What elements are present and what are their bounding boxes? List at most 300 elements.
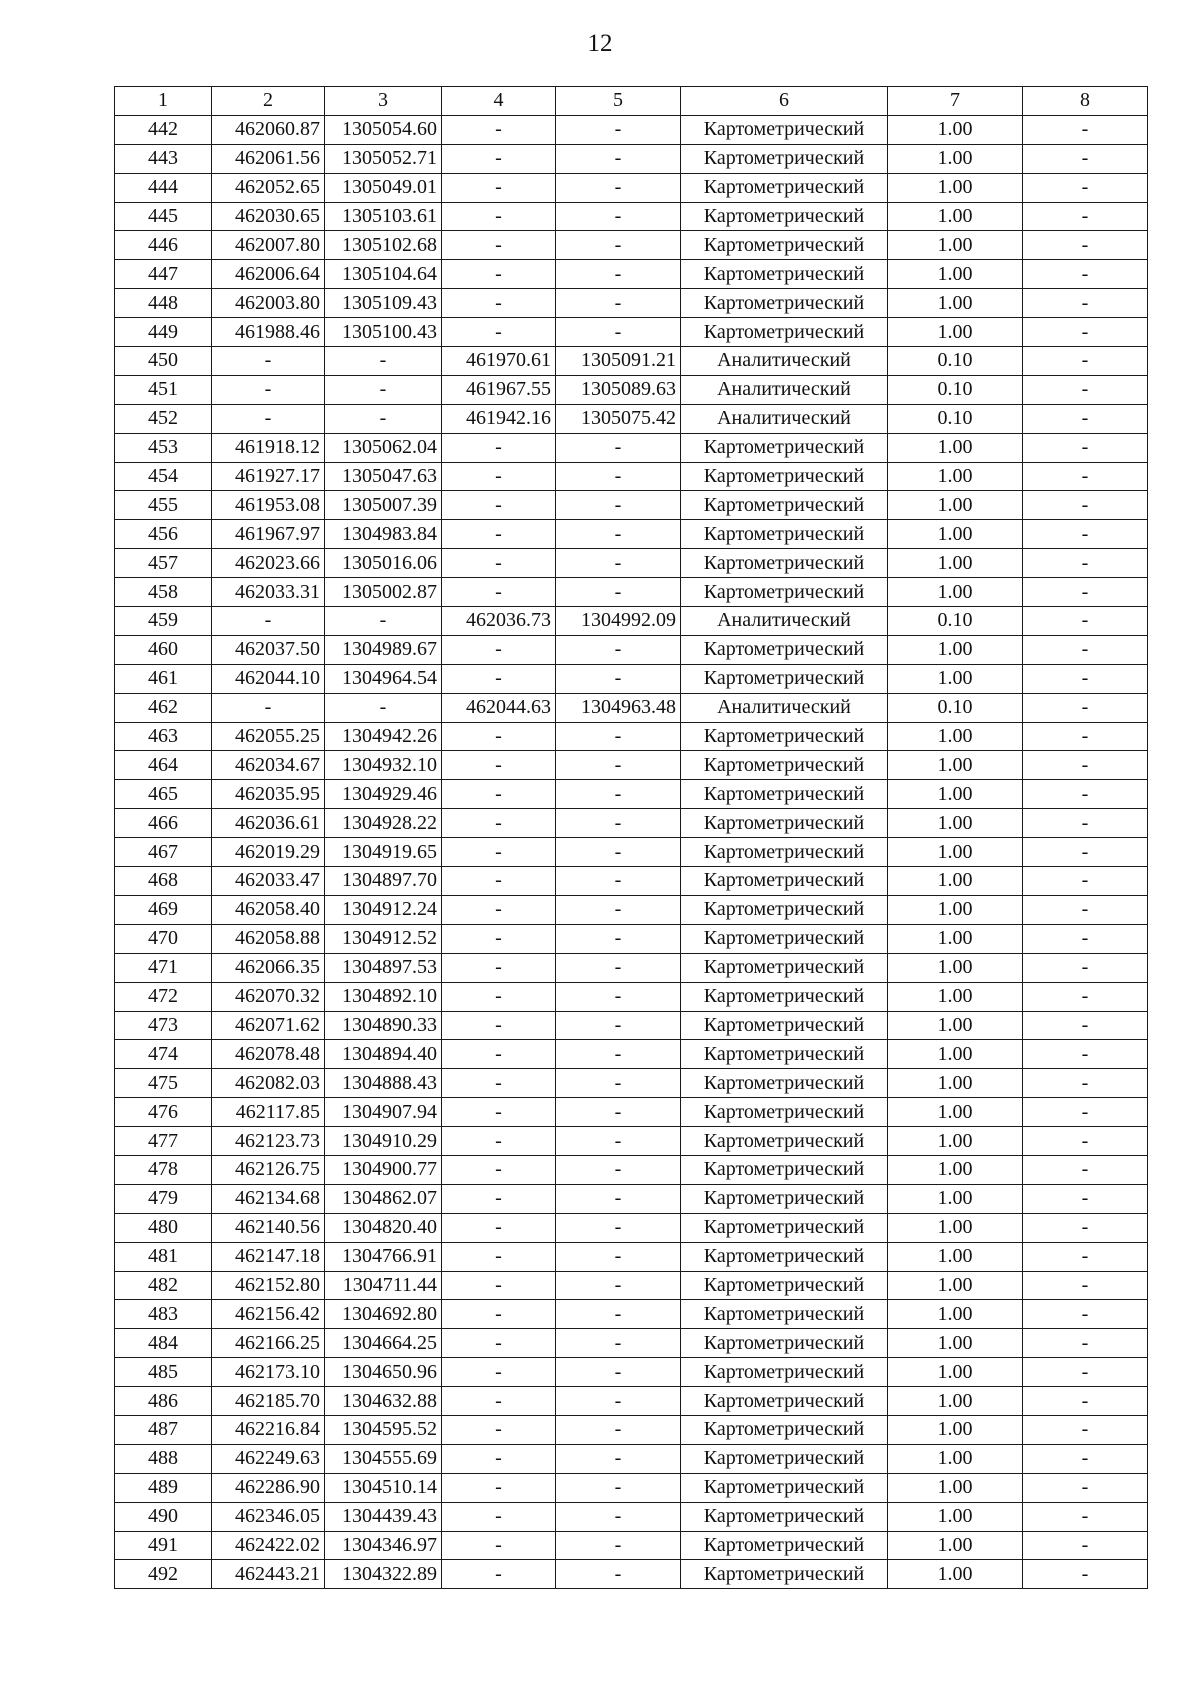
table-cell: 1.00	[888, 1127, 1023, 1156]
table-cell: 1.00	[888, 895, 1023, 924]
table-cell: 462036.73	[442, 607, 556, 636]
table-cell: 473	[115, 1011, 212, 1040]
table-cell: 1.00	[888, 1444, 1023, 1473]
table-cell: -	[1023, 404, 1148, 433]
table-cell: -	[556, 751, 681, 780]
table-cell: 462030.65	[212, 202, 325, 231]
table-cell: 0.10	[888, 347, 1023, 376]
table-cell: Картометрический	[681, 664, 888, 693]
table-cell: -	[1023, 144, 1148, 173]
table-cell: 462117.85	[212, 1098, 325, 1127]
table-cell: 1305103.61	[325, 202, 442, 231]
table-cell: 1.00	[888, 664, 1023, 693]
table-cell: 462	[115, 693, 212, 722]
table-cell: 462156.42	[212, 1300, 325, 1329]
table-cell: 1.00	[888, 1184, 1023, 1213]
table-cell: 1.00	[888, 520, 1023, 549]
table-cell: 478	[115, 1155, 212, 1184]
table-cell: -	[1023, 1444, 1148, 1473]
table-row	[115, 491, 1148, 520]
table-cell: 1.00	[888, 1502, 1023, 1531]
table-cell: 447	[115, 260, 212, 289]
table-cell: 479	[115, 1184, 212, 1213]
table-cell: -	[556, 1069, 681, 1098]
table-cell: 484	[115, 1329, 212, 1358]
table-cell: -	[556, 1271, 681, 1300]
table-cell: 1304862.07	[325, 1184, 442, 1213]
table-cell: 1304900.77	[325, 1155, 442, 1184]
table-cell: -	[556, 1560, 681, 1589]
table-cell: 1.00	[888, 231, 1023, 260]
table-cell: 462071.62	[212, 1011, 325, 1040]
table-cell: 1.00	[888, 953, 1023, 982]
table-row	[115, 520, 1148, 549]
table-cell: 448	[115, 289, 212, 318]
table-cell: -	[442, 318, 556, 347]
table-cell: -	[1023, 1069, 1148, 1098]
table-cell: -	[1023, 462, 1148, 491]
table-row	[115, 433, 1148, 462]
table-row	[115, 780, 1148, 809]
table-cell: Картометрический	[681, 173, 888, 202]
table-cell: -	[442, 1040, 556, 1069]
table-row	[115, 1329, 1148, 1358]
table-cell: -	[1023, 693, 1148, 722]
column-header: 1	[115, 87, 212, 116]
table-cell: 1.00	[888, 202, 1023, 231]
table-cell: 491	[115, 1531, 212, 1560]
table-body	[115, 115, 1148, 1588]
table-cell: -	[1023, 924, 1148, 953]
table-cell: -	[1023, 751, 1148, 780]
table-cell: 462023.66	[212, 549, 325, 578]
table-cell: 462070.32	[212, 982, 325, 1011]
table-cell: 1304595.52	[325, 1415, 442, 1444]
table-cell: 1.00	[888, 433, 1023, 462]
table-cell: Картометрический	[681, 1329, 888, 1358]
table-cell: -	[212, 347, 325, 376]
table-cell: 465	[115, 780, 212, 809]
table-cell: Картометрический	[681, 953, 888, 982]
table-cell: 461942.16	[442, 404, 556, 433]
table-cell: -	[556, 578, 681, 607]
table-cell: 1.00	[888, 1213, 1023, 1242]
table-cell: Картометрический	[681, 1069, 888, 1098]
table-cell: 1305016.06	[325, 549, 442, 578]
table-cell: 462216.84	[212, 1415, 325, 1444]
table-cell: -	[1023, 375, 1148, 404]
table-cell: -	[1023, 1387, 1148, 1416]
table-cell: -	[556, 520, 681, 549]
table-cell: 1.00	[888, 780, 1023, 809]
table-cell: 468	[115, 867, 212, 896]
column-header: 7	[888, 87, 1023, 116]
table-cell: -	[442, 260, 556, 289]
table-cell: Картометрический	[681, 260, 888, 289]
table-cell: 462036.61	[212, 809, 325, 838]
column-header: 3	[325, 87, 442, 116]
table-cell: 462147.18	[212, 1242, 325, 1271]
table-cell: -	[556, 809, 681, 838]
table-cell: -	[1023, 260, 1148, 289]
table-cell: -	[1023, 1127, 1148, 1156]
table-cell: -	[325, 375, 442, 404]
table-cell: -	[556, 924, 681, 953]
table-cell: -	[1023, 202, 1148, 231]
table-cell: -	[556, 549, 681, 578]
table-cell: 472	[115, 982, 212, 1011]
table-cell: 1304919.65	[325, 838, 442, 867]
table-row	[115, 1415, 1148, 1444]
table-row	[115, 1011, 1148, 1040]
table-cell: 1304964.54	[325, 664, 442, 693]
table-row	[115, 982, 1148, 1011]
coordinates-table	[114, 86, 1148, 1589]
table-cell: -	[1023, 318, 1148, 347]
table-cell: 471	[115, 953, 212, 982]
table-cell: 1.00	[888, 838, 1023, 867]
table-cell: 1.00	[888, 1040, 1023, 1069]
table-cell: Картометрический	[681, 1098, 888, 1127]
table-cell: 445	[115, 202, 212, 231]
table-cell: -	[1023, 1098, 1148, 1127]
table-cell: 0.10	[888, 375, 1023, 404]
table-cell: -	[325, 693, 442, 722]
table-cell: 1.00	[888, 173, 1023, 202]
table-cell: Картометрический	[681, 982, 888, 1011]
table-cell: -	[556, 433, 681, 462]
table-cell: 1305100.43	[325, 318, 442, 347]
table-cell: 462152.80	[212, 1271, 325, 1300]
table-cell: -	[212, 607, 325, 636]
table-cell: -	[442, 231, 556, 260]
table-cell: 0.10	[888, 693, 1023, 722]
table-cell: -	[556, 1300, 681, 1329]
table-cell: -	[1023, 1560, 1148, 1589]
table-cell: 461988.46	[212, 318, 325, 347]
table-cell: 0.10	[888, 404, 1023, 433]
table-cell: 461970.61	[442, 347, 556, 376]
table-cell: -	[1023, 1502, 1148, 1531]
table-cell: Картометрический	[681, 780, 888, 809]
table-cell: -	[442, 838, 556, 867]
table-cell: -	[1023, 173, 1148, 202]
table-cell: 462066.35	[212, 953, 325, 982]
table-cell: -	[325, 607, 442, 636]
table-cell: -	[1023, 1415, 1148, 1444]
table-cell: 460	[115, 635, 212, 664]
table-cell: -	[1023, 607, 1148, 636]
table-cell: Картометрический	[681, 1502, 888, 1531]
table-cell: -	[556, 1011, 681, 1040]
table-cell: Картометрический	[681, 751, 888, 780]
table-row	[115, 924, 1148, 953]
table-cell: 462123.73	[212, 1127, 325, 1156]
table-cell: 1304439.43	[325, 1502, 442, 1531]
table-cell: -	[556, 1040, 681, 1069]
table-cell: 446	[115, 231, 212, 260]
table-cell: 1.00	[888, 318, 1023, 347]
table-cell: -	[1023, 1213, 1148, 1242]
table-cell: -	[556, 1213, 681, 1242]
table-cell: Картометрический	[681, 520, 888, 549]
table-cell: 490	[115, 1502, 212, 1531]
table-cell: -	[1023, 520, 1148, 549]
table-cell: -	[442, 1213, 556, 1242]
table-cell: -	[1023, 433, 1148, 462]
table-cell: -	[1023, 838, 1148, 867]
table-cell: 1304928.22	[325, 809, 442, 838]
table-cell: 476	[115, 1098, 212, 1127]
table-row	[115, 1155, 1148, 1184]
table-cell: -	[556, 491, 681, 520]
table-cell: 1.00	[888, 982, 1023, 1011]
table-cell: -	[442, 1329, 556, 1358]
table-cell: 462061.56	[212, 144, 325, 173]
table-cell: 1304650.96	[325, 1358, 442, 1387]
table-cell: -	[1023, 1184, 1148, 1213]
table-cell: 462060.87	[212, 115, 325, 144]
header-row	[115, 87, 1148, 116]
table-cell: -	[556, 1444, 681, 1473]
table-cell: 1304766.91	[325, 1242, 442, 1271]
table-row	[115, 578, 1148, 607]
table-cell: -	[442, 1387, 556, 1416]
table-cell: -	[442, 780, 556, 809]
table-cell: -	[1023, 1242, 1148, 1271]
table-cell: 1.00	[888, 549, 1023, 578]
table-cell: 461927.17	[212, 462, 325, 491]
table-cell: -	[442, 1242, 556, 1271]
table-cell: 1.00	[888, 1098, 1023, 1127]
table-cell: 464	[115, 751, 212, 780]
table-cell: 456	[115, 520, 212, 549]
table-cell: -	[556, 780, 681, 809]
table-cell: 1304632.88	[325, 1387, 442, 1416]
table-cell: -	[556, 1387, 681, 1416]
table-cell: 475	[115, 1069, 212, 1098]
table-cell: -	[1023, 491, 1148, 520]
table-cell: 462185.70	[212, 1387, 325, 1416]
page-number: 12	[587, 30, 613, 57]
table-cell: 462166.25	[212, 1329, 325, 1358]
table-row	[115, 1069, 1148, 1098]
table-cell: -	[1023, 1473, 1148, 1502]
table-cell: 0.10	[888, 607, 1023, 636]
table-cell: -	[212, 404, 325, 433]
table-cell: -	[442, 1184, 556, 1213]
table-cell: 442	[115, 115, 212, 144]
table-cell: -	[1023, 1155, 1148, 1184]
table-cell: 1304983.84	[325, 520, 442, 549]
table-cell: -	[442, 635, 556, 664]
table-cell: 462044.63	[442, 693, 556, 722]
table-cell: Картометрический	[681, 1155, 888, 1184]
table-cell: Картометрический	[681, 1271, 888, 1300]
table-cell: 1304929.46	[325, 780, 442, 809]
table-row	[115, 664, 1148, 693]
table-cell: -	[556, 173, 681, 202]
table-cell: -	[442, 1155, 556, 1184]
table-cell: 1304322.89	[325, 1560, 442, 1589]
table-cell: Картометрический	[681, 1560, 888, 1589]
table-cell: -	[442, 1531, 556, 1560]
table-cell: 462055.25	[212, 722, 325, 751]
table-row	[115, 144, 1148, 173]
table-cell: 1304711.44	[325, 1271, 442, 1300]
table-cell: -	[1023, 867, 1148, 896]
table-cell: 453	[115, 433, 212, 462]
table-row	[115, 1242, 1148, 1271]
table-cell: 1.00	[888, 751, 1023, 780]
table-cell: 1305062.04	[325, 433, 442, 462]
table-cell: -	[556, 144, 681, 173]
table-cell: -	[556, 635, 681, 664]
table-cell: 1304510.14	[325, 1473, 442, 1502]
table-cell: -	[442, 549, 556, 578]
table-cell: -	[1023, 1358, 1148, 1387]
table-cell: -	[1023, 1329, 1148, 1358]
table-cell: 1.00	[888, 722, 1023, 751]
table-cell: Картометрический	[681, 1531, 888, 1560]
table-cell: 467	[115, 838, 212, 867]
table-cell: -	[442, 578, 556, 607]
table-cell: -	[442, 1098, 556, 1127]
table-cell: -	[442, 1415, 556, 1444]
table-cell: -	[442, 173, 556, 202]
table-cell: 1.00	[888, 1271, 1023, 1300]
table-cell: 488	[115, 1444, 212, 1473]
table-cell: 462058.88	[212, 924, 325, 953]
table-cell: 482	[115, 1271, 212, 1300]
table-cell: -	[442, 520, 556, 549]
table-cell: 487	[115, 1415, 212, 1444]
table-cell: -	[442, 289, 556, 318]
table-cell: Картометрический	[681, 1040, 888, 1069]
table-cell: -	[556, 115, 681, 144]
table-cell: 1.00	[888, 1069, 1023, 1098]
table-cell: 1304346.97	[325, 1531, 442, 1560]
table-cell: -	[1023, 1271, 1148, 1300]
table-cell: Картометрический	[681, 1300, 888, 1329]
table-cell: Картометрический	[681, 231, 888, 260]
table-row	[115, 693, 1148, 722]
table-cell: -	[325, 404, 442, 433]
table-cell: -	[442, 1300, 556, 1329]
table-cell: Картометрический	[681, 1184, 888, 1213]
table-cell: 1304912.52	[325, 924, 442, 953]
table-cell: 455	[115, 491, 212, 520]
table-cell: -	[556, 318, 681, 347]
table-cell: -	[556, 1127, 681, 1156]
table-cell: 1304932.10	[325, 751, 442, 780]
table-cell: 1304892.10	[325, 982, 442, 1011]
table-cell: -	[442, 664, 556, 693]
table-row	[115, 1098, 1148, 1127]
table-cell: 462173.10	[212, 1358, 325, 1387]
table-cell: -	[442, 953, 556, 982]
table-cell: -	[556, 953, 681, 982]
table-cell: Картометрический	[681, 1358, 888, 1387]
table-row	[115, 1213, 1148, 1242]
table-cell: 462134.68	[212, 1184, 325, 1213]
table-cell: 1.00	[888, 1415, 1023, 1444]
table-cell: 1305047.63	[325, 462, 442, 491]
table-cell: 1305007.39	[325, 491, 442, 520]
table-cell: 483	[115, 1300, 212, 1329]
table-cell: 1304890.33	[325, 1011, 442, 1040]
table-cell: -	[212, 375, 325, 404]
table-cell: Картометрический	[681, 549, 888, 578]
table-cell: 470	[115, 924, 212, 953]
table-row	[115, 202, 1148, 231]
table-cell: 449	[115, 318, 212, 347]
table-cell: -	[556, 1358, 681, 1387]
table-row	[115, 404, 1148, 433]
table-cell: 462052.65	[212, 173, 325, 202]
table-cell: 462044.10	[212, 664, 325, 693]
table-cell: Картометрический	[681, 289, 888, 318]
table-cell: 1304942.26	[325, 722, 442, 751]
table-cell: -	[556, 1184, 681, 1213]
table-cell: 1.00	[888, 1011, 1023, 1040]
table-cell: 486	[115, 1387, 212, 1416]
table-cell: 1.00	[888, 144, 1023, 173]
table-row	[115, 462, 1148, 491]
table-cell: Картометрический	[681, 202, 888, 231]
table-cell: -	[442, 722, 556, 751]
table-cell: 1.00	[888, 1329, 1023, 1358]
table-cell: 1.00	[888, 491, 1023, 520]
table-cell: 1.00	[888, 578, 1023, 607]
table-cell: 462422.02	[212, 1531, 325, 1560]
table-cell: -	[442, 462, 556, 491]
table-cell: -	[442, 809, 556, 838]
table-cell: 1304992.09	[556, 607, 681, 636]
table-row	[115, 1502, 1148, 1531]
table-cell: -	[556, 1098, 681, 1127]
table-cell: 469	[115, 895, 212, 924]
table-cell: 462346.05	[212, 1502, 325, 1531]
table-cell: 1304555.69	[325, 1444, 442, 1473]
table-cell: -	[556, 289, 681, 318]
table-cell: 1304888.43	[325, 1069, 442, 1098]
table-cell: Аналитический	[681, 607, 888, 636]
table-cell: 454	[115, 462, 212, 491]
table-cell: -	[442, 982, 556, 1011]
table-row	[115, 347, 1148, 376]
table-row	[115, 173, 1148, 202]
table-cell: 462033.47	[212, 867, 325, 896]
table-cell: 462082.03	[212, 1069, 325, 1098]
table-cell: 1304907.94	[325, 1098, 442, 1127]
table-cell: 459	[115, 607, 212, 636]
table-cell: -	[1023, 347, 1148, 376]
table-cell: 461918.12	[212, 433, 325, 462]
table-cell: 1304897.53	[325, 953, 442, 982]
column-header: 8	[1023, 87, 1148, 116]
table-cell: Аналитический	[681, 693, 888, 722]
table-row	[115, 318, 1148, 347]
table-cell: 1304897.70	[325, 867, 442, 896]
table-row	[115, 231, 1148, 260]
table-cell: 1.00	[888, 1473, 1023, 1502]
table-cell: -	[556, 462, 681, 491]
table-cell: -	[442, 144, 556, 173]
table-cell: -	[1023, 578, 1148, 607]
table-cell: 1304912.24	[325, 895, 442, 924]
table-cell: -	[1023, 1531, 1148, 1560]
